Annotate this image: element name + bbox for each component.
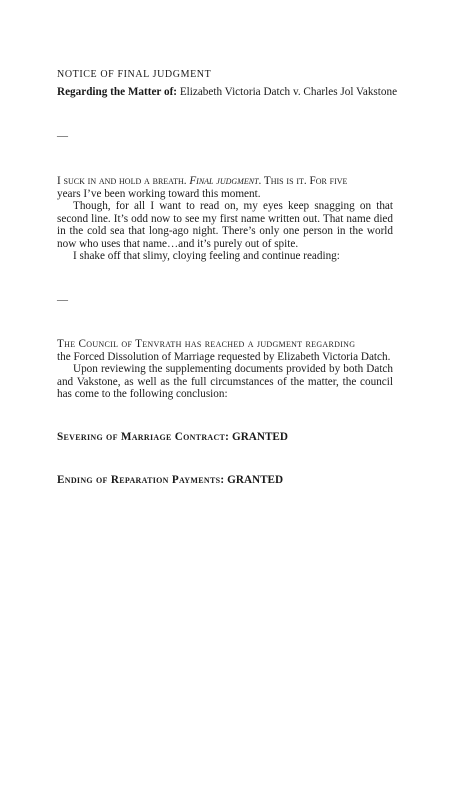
section-divider: —: [57, 294, 68, 306]
narrative-paragraph: Though, for all I want to read on, my eyes keep snagging on that second line. It’s odd now to see my first name written out. That name died in the cold sea that long-ago night. There’s only one person in the world now who uses that name…and it’s purely out of spite.: [57, 200, 393, 250]
narrative-paragraph: I shake off that slimy, cloying feeling and continue reading:: [73, 250, 340, 262]
narrative-section: [57, 175, 393, 263]
result-value: GRANTED: [224, 474, 284, 486]
judgment-paragraph: Upon reviewing the supplementing documents provided by both Datch and Vakstone, as well as the full circumstances of the matter, the council has come to the following conclusion:: [57, 363, 393, 400]
result-label: Ending of Reparation Payments:: [57, 474, 225, 486]
narrative-paragraph: [57, 175, 393, 200]
notice-heading: NOTICE OF FINAL JUDGMENT: [57, 69, 212, 80]
narrative-continuation: years I’ve been working toward this moment.: [57, 187, 261, 200]
narrative-lead: I suck in and hold a breath.: [57, 175, 190, 187]
result-label: Severing of Marriage Contract:: [57, 431, 230, 443]
judgment-result: [57, 431, 288, 443]
narrative-lead-tail: . This is it. For five: [258, 175, 348, 187]
regarding-line: [57, 86, 397, 98]
narrative-emphasis: Final judgment: [189, 175, 259, 187]
section-divider: —: [57, 130, 68, 142]
judgment-paragraph: [57, 338, 393, 363]
regarding-value: Elizabeth Victoria Datch v. Charles Jol Vakstone: [177, 86, 398, 98]
result-value: GRANTED: [229, 431, 288, 443]
judgment-result: [57, 474, 283, 486]
regarding-label: Regarding the Matter of:: [57, 86, 178, 98]
judgment-section: [57, 338, 393, 401]
judgment-lead: The Council of Tenvrath has reached a judgment regarding: [57, 338, 356, 350]
judgment-continuation: the Forced Dissolution of Marriage requested by Elizabeth Victoria Datch.: [57, 350, 391, 363]
